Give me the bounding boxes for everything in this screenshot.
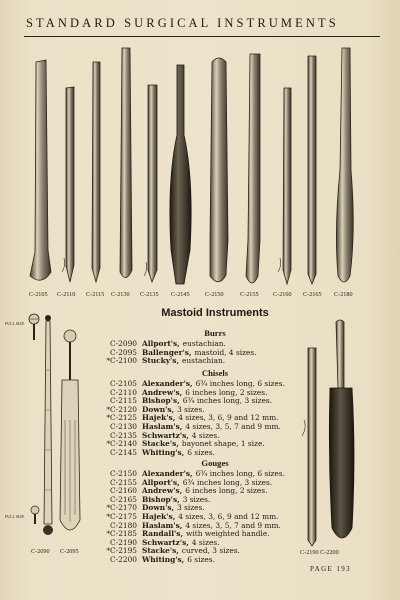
chisels-list	[104, 380, 304, 457]
list-item: C-2165 Bishop's, 3 sizes.	[110, 494, 211, 504]
caption-c-2130: C-2130	[111, 291, 130, 298]
list-item: C-2105 Alexander's, 6¾ inches long, 6 sizes.	[110, 379, 285, 388]
instrument-c-2145	[170, 65, 191, 284]
list-item: C-2180 Haslam's, 4 sizes, 3, 5, 7 and 9 mm.	[110, 520, 281, 530]
caption-c-2190-c-2200: C-2190 C-2200	[300, 549, 339, 556]
caption-c-2165: C-2165	[303, 291, 322, 298]
instrument-c-2180	[336, 48, 353, 282]
list-item: C-2200 Whiting's, 6 sizes.	[110, 554, 215, 564]
list-item: C-2130 Haslam's, 4 sizes, 3, 5, 7 and 9 mm.	[110, 421, 281, 431]
burrs-illustration	[20, 310, 90, 546]
list-item: C-2160 Andrew's, 6 inches long, 2 sizes.	[110, 486, 268, 496]
gouges-illustration	[298, 318, 358, 548]
list-item: C-2090 Allport's, eustachian.	[110, 339, 226, 348]
caption-c-2145: C-2145	[171, 291, 190, 298]
caption-c-2095: C-2095	[60, 548, 79, 555]
page-number: PAGE 193	[310, 565, 352, 573]
full-size-label: FULL SIZE	[5, 321, 25, 326]
caption-c-2150: C-2150	[205, 291, 224, 298]
burrs-list	[104, 340, 304, 366]
caption-c-2180: C-2180	[334, 291, 353, 298]
instrument-c-2135	[144, 85, 157, 282]
list-item: C-2190 Schwartz's, 4 sizes.	[110, 537, 220, 547]
instrument-c-2115	[92, 62, 100, 282]
caption-c-2110: C-2110	[57, 291, 76, 298]
list-item: *C-2125 Hajek's, 4 sizes, 3, 6, 9 and 12 mm.	[106, 413, 279, 423]
list-item: C-2155 Allport's, 6¾ inches long, 3 sizes.	[110, 477, 273, 487]
list-item: *C-2120 Down's, 3 sizes.	[106, 404, 205, 414]
page-header: STANDARD SURGICAL INSTRUMENTS	[26, 16, 339, 30]
list-item: *C-2170 Down's, 3 sizes.	[106, 503, 205, 513]
instrument-c-2160	[278, 88, 291, 284]
group-heading-chisels: Chisels	[201, 368, 229, 378]
list-item: C-2150 Alexander's, 6¾ inches long, 6 sizes.	[110, 469, 285, 478]
caption-c-2115: C-2115	[86, 291, 105, 298]
list-item: C-2145 Whiting's, 6 sizes.	[110, 447, 215, 457]
caption-c-2155: C-2155	[240, 291, 259, 298]
list-item: C-2095 Ballenger's, mastoid, 4 sizes.	[110, 347, 257, 357]
header-rule	[24, 36, 380, 37]
instrument-c-2105	[30, 60, 51, 280]
gouges-list	[104, 470, 304, 565]
list-item: C-2115 Bishop's, 6¾ inches long, 3 sizes.	[110, 396, 273, 406]
list-item: *C-2175 Hajek's, 4 sizes, 3, 6, 9 and 12 mm.	[106, 511, 279, 521]
instrument-c-2110	[62, 87, 74, 282]
group-heading-burrs: Burrs	[204, 328, 226, 338]
caption-c-2090: C-2090	[31, 548, 50, 555]
caption-c-2160: C-2160	[273, 291, 292, 298]
instrument-c-2155	[246, 54, 260, 283]
instrument-c-2150	[210, 58, 228, 282]
full-size-label: FULL SIZE	[5, 514, 25, 519]
list-item: *C-2195 Stacke's, curved, 3 sizes.	[106, 546, 240, 556]
instrument-c-2165	[308, 56, 316, 284]
caption-c-2105: C-2105	[29, 291, 48, 298]
list-item: *C-2140 Stacke's, bayonet shape, 1 size.	[106, 439, 265, 449]
group-heading-gouges: Gouges	[201, 458, 229, 468]
list-item: *C-2185 Randall's, with weighted handle.	[106, 529, 270, 539]
chisel-gouge-illustration	[24, 40, 380, 290]
list-item: C-2135 Schwartz's, 4 sizes.	[110, 430, 220, 440]
list-item: C-2110 Andrew's, 6 inches long, 2 sizes.	[110, 387, 268, 397]
caption-c-2135: C-2135	[140, 291, 159, 298]
instrument-c-2130	[120, 48, 132, 278]
list-item: *C-2100 Stucky's, eustachian.	[106, 356, 226, 366]
section-title: Mastoid Instruments	[161, 307, 269, 319]
